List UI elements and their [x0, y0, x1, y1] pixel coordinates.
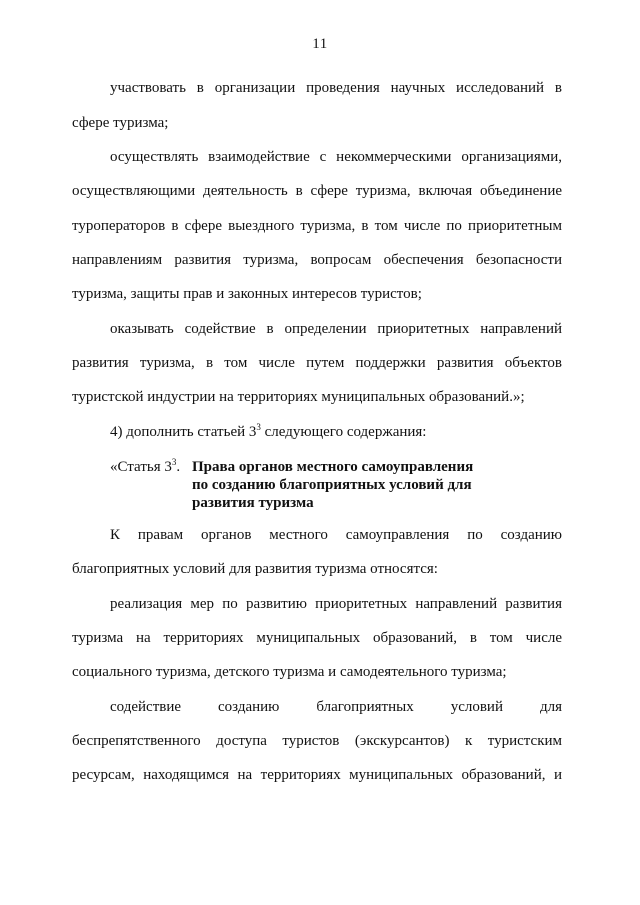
amend-text-suffix: следующего содержания:: [260, 424, 427, 440]
paragraph-3-line-2: развития туризма, в том числе путем поддержки развития объектов: [72, 355, 562, 371]
paragraph-1-line-1: участвовать в организации проведения научных исследований в: [110, 80, 562, 96]
page-number: 11: [312, 36, 328, 52]
paragraph-2-line-3: туроператоров в сфере выездного туризма, в том числе по приоритетным: [72, 218, 562, 234]
paragraph-6-line-3: социального туризма, детского туризма и самодеятельного туризма;: [72, 664, 507, 680]
paragraph-2-line-2: осуществляющими деятельность в сфере туризма, включая объединение: [72, 183, 562, 199]
article-title-line-1: Права органов местного самоуправления: [192, 459, 474, 475]
paragraph-7-line-3: ресурсам, находящимся на территориях муниципальных образований, и: [72, 767, 562, 783]
paragraph-3-line-3: туристской индустрии на территориях муниципальных образований.»;: [72, 389, 525, 405]
amend-article-superscript: 3: [256, 422, 261, 432]
paragraph-3-line-1: оказывать содействие в определении приоритетных направлений: [110, 321, 562, 337]
article-title-line-3: развития туризма: [192, 495, 314, 511]
paragraph-6-line-1: реализация мер по развитию приоритетных направлений развития: [110, 596, 562, 612]
paragraph-5-line-1: К правам органов местного самоуправления по созданию: [110, 527, 562, 543]
article-title-line-2: по созданию благоприятных условий для: [192, 477, 472, 493]
paragraph-2-line-4: направлениям развития туризма, вопросам обеспечения безопасности: [72, 252, 562, 268]
paragraph-5-line-2: благоприятных условий для развития туризма относятся:: [72, 561, 438, 577]
paragraph-4-line-1: [110, 423, 562, 441]
article-number: «Статья $3^3$.: [110, 457, 181, 475]
paragraph-2-line-1: осуществлять взаимодействие с некоммерческими организациями,: [110, 149, 562, 165]
paragraph-2-line-5: туризма, защиты прав и законных интересов туристов;: [72, 286, 422, 302]
paragraph-1-line-2: сфере туризма;: [72, 115, 169, 131]
amend-text-prefix: 4) дополнить статьей 3: [110, 424, 257, 440]
paragraph-6-line-2: туризма на территориях муниципальных образований, в том числе: [72, 630, 562, 646]
paragraph-7-line-1: содействие созданию благоприятных условий для: [110, 699, 562, 715]
article-number-superscript: 3: [171, 457, 177, 467]
paragraph-7-line-2: беспрепятственного доступа туристов (экскурсантов) к туристским: [72, 733, 562, 749]
